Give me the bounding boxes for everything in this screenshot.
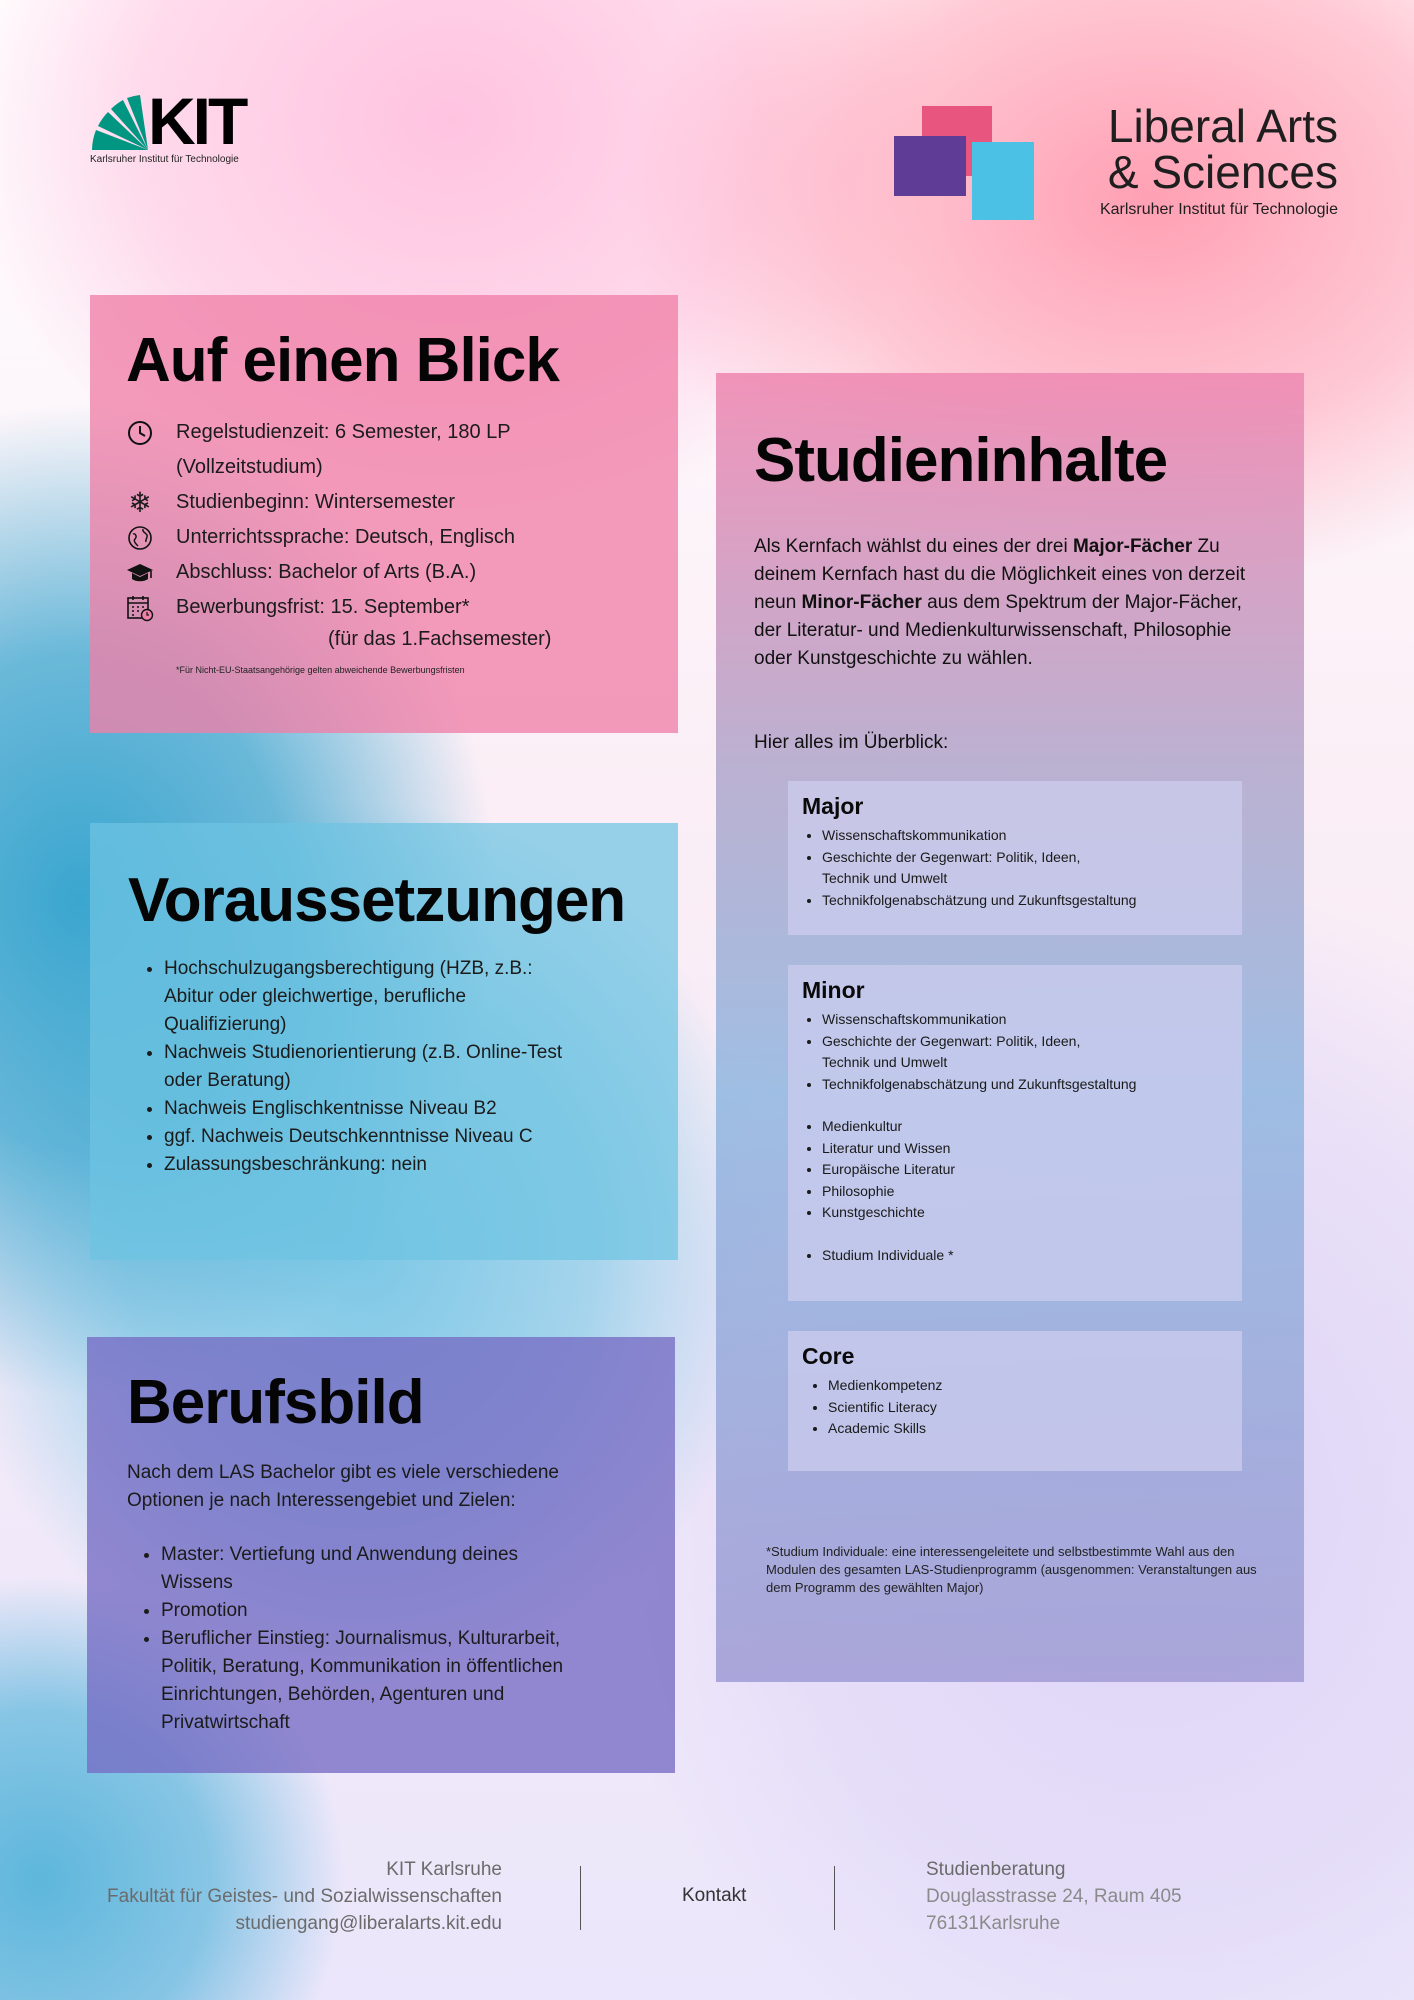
voraussetzungen-title: Voraussetzungen (128, 866, 626, 935)
kit-wordmark: KIT (148, 84, 246, 158)
minor-faecher-highlight: Minor-Fächer (801, 592, 922, 613)
calendar-icon (126, 590, 154, 625)
list-item: • Promotion (161, 1597, 591, 1625)
list-item: • Medienkultur (822, 1116, 1228, 1138)
voraussetzungen-list (128, 955, 640, 1179)
deadline-note: (für das 1.Fachsemester) (328, 628, 552, 650)
list-item: • Technikfolgenabschätzung und Zukunftsgestaltung (822, 1074, 1228, 1096)
fact-item: ❄ Studienbeginn: Wintersemester (126, 485, 642, 520)
footer-faculty: Fakultät für Geistes- und Sozialwissenschaften (107, 1886, 502, 1907)
minor-list-group2 (802, 1116, 1228, 1224)
major-title: Major (802, 793, 864, 819)
list-item: • Technikfolgenabschätzung und Zukunftsgestaltung (822, 890, 1228, 912)
core-list (802, 1375, 1228, 1440)
minor-list-group3 (802, 1245, 1228, 1267)
footer-kit-name: KIT Karlsruhe (386, 1859, 502, 1880)
list-item: • Zulassungsbeschränkung: nein (164, 1151, 564, 1179)
footer-divider (580, 1866, 581, 1930)
major-list (802, 825, 1228, 911)
footer-studienberatung: Studienberatung (926, 1859, 1066, 1880)
voraussetzungen-panel (90, 823, 678, 1260)
footer-street: Douglasstrasse 24, Raum 405 (926, 1886, 1182, 1907)
berufsbild-intro: Nach dem LAS Bachelor gibt es viele verschiedene Optionen je nach Interessengebiet und Zielen: (127, 1462, 559, 1511)
footer-address-beratung (926, 1856, 1182, 1937)
fact-item: Unterrichtssprache: Deutsch, Englisch (126, 520, 642, 555)
list-item: • Nachweis Studienorientierung (z.B. Online-Test oder Beratung) (164, 1039, 564, 1095)
blick-footnote: *Für Nicht-EU-Staatsangehörige gelten abweichende Bewerbungsfristen (176, 665, 465, 675)
auf-einen-blick-panel (90, 295, 678, 733)
snowflake-icon: ❄ (128, 487, 152, 518)
footer-address-kit (90, 1856, 502, 1937)
berufsbild-panel (87, 1337, 675, 1773)
list-item: • Master: Vertiefung und Anwendung deines Wissens (161, 1541, 591, 1597)
list-item: • Kunstgeschichte (822, 1202, 1228, 1224)
minor-title: Minor (802, 977, 865, 1003)
footer-city: 76131Karlsruhe (926, 1913, 1061, 1934)
list-item: • ggf. Nachweis Deutschkenntnisse Niveau C (164, 1123, 564, 1151)
list-item: • Scientific Literacy (828, 1397, 1228, 1419)
list-item: • Hochschulzugangsberechtigung (HZB, z.B.: Abitur oder gleichwertige, berufliche Qualifizierung) (164, 955, 564, 1039)
minor-box (788, 965, 1242, 1301)
list-item: • Geschichte der Gegenwart: Politik, Ideen, Technik und Umwelt (822, 1031, 1122, 1074)
list-item: • Literatur und Wissen (822, 1138, 1228, 1160)
clock-icon (126, 415, 154, 450)
list-item: • Wissenschaftskommunikation (822, 825, 1228, 847)
core-box (788, 1331, 1242, 1471)
major-faecher-highlight: Major-Fächer (1072, 536, 1193, 557)
studieninhalte-title: Studieninhalte (754, 426, 1168, 495)
kit-subtitle: Karlsruher Institut für Technologie (90, 154, 239, 165)
auf-einen-blick-title: Auf einen Blick (126, 326, 559, 395)
footer-kontakt: Kontakt (682, 1885, 747, 1906)
berufsbild-title: Berufsbild (127, 1368, 424, 1437)
studieninhalte-footnote: *Studium Individuale: eine interessengeleitete und selbstbestimmte Wahl aus den Modulen des gesamten LAS-Studienprogramm (ausgenommen: Veranstaltungen aus dem Programm des gewählten Major) (766, 1544, 1257, 1595)
studieninhalte-panel (716, 373, 1304, 1682)
las-purple-square (894, 136, 966, 196)
las-blue-square (972, 142, 1034, 220)
kit-logo (90, 84, 260, 168)
las-title-line1: Liberal Arts (1107, 100, 1338, 152)
list-item: • Geschichte der Gegenwart: Politik, Ideen, Technik und Umwelt (822, 847, 1122, 890)
footer-email-link[interactable]: studiengang@liberalarts.kit.edu (235, 1913, 502, 1934)
kit-fan-icon (90, 94, 152, 152)
list-item: • Beruflicher Einstieg: Journalismus, Kulturarbeit, Politik, Beratung, Kommunikation in öffentlichen Einrichtungen, Behörden, Agenturen und Privatwirtschaft (161, 1625, 591, 1737)
berufsbild-list (127, 1541, 635, 1737)
list-item: • Europäische Literatur (822, 1159, 1228, 1181)
list-item: • Studium Individuale * (822, 1245, 1228, 1267)
list-item: • Philosophie (822, 1181, 1228, 1203)
overview-label: Hier alles im Überblick: (754, 732, 949, 753)
minor-list-group1 (802, 1009, 1228, 1095)
core-title: Core (802, 1343, 855, 1369)
list-item: • Medienkompetenz (828, 1375, 1228, 1397)
las-title-line2: & Sciences (1107, 146, 1338, 198)
list-item: • Wissenschaftskommunikation (822, 1009, 1228, 1031)
fact-item: Regelstudienzeit: 6 Semester, 180 LP (Vollzeitstudium) (126, 415, 642, 485)
list-item: • Nachweis Englischkentnisse Niveau B2 (164, 1095, 564, 1123)
fact-item: Abschluss: Bachelor of Arts (B.A.) (126, 555, 642, 590)
footer-divider (834, 1866, 835, 1930)
globe-icon (126, 520, 154, 555)
graduation-cap-icon (126, 555, 154, 590)
las-subtitle: Karlsruher Institut für Technologie (1099, 201, 1338, 218)
studieninhalte-intro: Als Kernfach wählst du eines der drei Major-Fächer Zu deinem Kernfach hast du die Möglichkeit eines von derzeit neun Minor-Fächer aus dem Spektrum der Major-Fächer, der Literatur- und Medienkulturwissenschaft, Philosophie oder Kunstgeschichte zu wählen. (754, 536, 1246, 669)
facts-list (126, 415, 642, 625)
major-box (788, 781, 1242, 935)
las-logo (894, 100, 1338, 230)
list-item: • Academic Skills (828, 1418, 1228, 1440)
fact-item: Bewerbungsfrist: 15. September* (126, 590, 642, 625)
